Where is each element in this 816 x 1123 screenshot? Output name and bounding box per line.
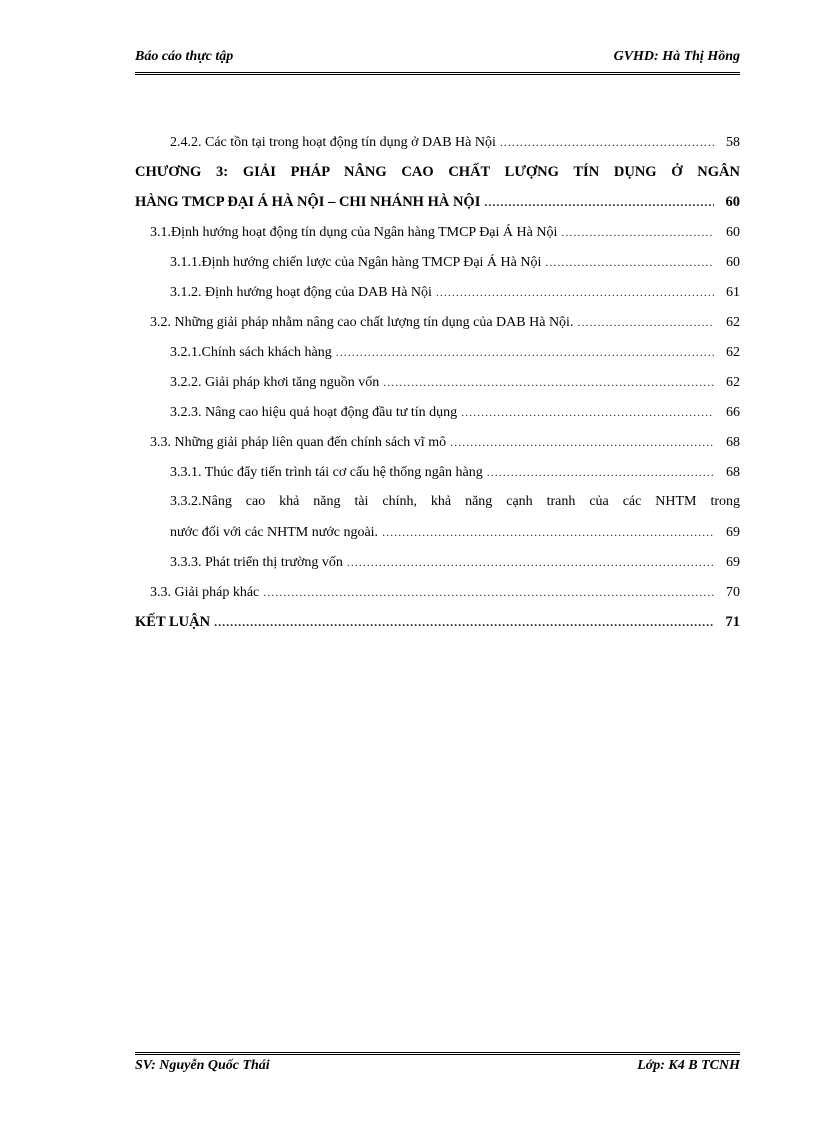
header-rule bbox=[135, 72, 740, 75]
dot-leader bbox=[347, 552, 714, 572]
toc-entry-text: 3.1.2. Định hướng hoạt động của DAB Hà Nội bbox=[170, 285, 432, 300]
dot-leader bbox=[436, 282, 714, 302]
dot-leader bbox=[561, 222, 714, 242]
toc-entry-text: 3.3.1. Thúc đẩy tiến trình tái cơ cấu hệ thống ngân hàng bbox=[170, 465, 483, 480]
toc-entry-2-4-2[interactable] bbox=[170, 132, 740, 152]
toc-entry-text: KẾT LUẬN bbox=[135, 614, 211, 630]
toc-entry-page: 69 bbox=[726, 525, 740, 540]
header-right: GVHD: Hà Thị Hồng bbox=[613, 49, 740, 64]
toc-entry-text: 3.2.2. Giải pháp khơi tăng nguồn vốn bbox=[170, 375, 380, 390]
toc-entry-page: 60 bbox=[726, 255, 740, 270]
dot-leader bbox=[545, 252, 714, 272]
dot-leader bbox=[382, 522, 714, 542]
toc-entry-3-3-3[interactable] bbox=[170, 552, 740, 572]
dot-leader bbox=[500, 132, 714, 152]
toc-entry-3-2[interactable] bbox=[150, 312, 740, 332]
toc-entry-page: 60 bbox=[725, 194, 740, 210]
dot-leader bbox=[450, 432, 714, 452]
toc-entry-page: 70 bbox=[726, 585, 740, 600]
toc-entry-text: HÀNG TMCP ĐẠI Á HÀ NỘI – CHI NHÁNH HÀ NỘI bbox=[135, 194, 481, 210]
footer-rule bbox=[135, 1052, 740, 1055]
header-left: Báo cáo thực tập bbox=[135, 49, 234, 64]
toc-entry-3-3-2-line2[interactable] bbox=[170, 522, 740, 542]
toc-entry-3-2-2[interactable] bbox=[170, 372, 740, 392]
toc-entry-text: 3.2.3. Nâng cao hiệu quả hoạt động đầu tư tín dụng bbox=[170, 405, 458, 420]
toc-entry-page: 69 bbox=[726, 555, 740, 570]
toc-entry-text: 2.4.2. Các tồn tại trong hoạt động tín dụng ở DAB Hà Nội bbox=[170, 135, 496, 150]
toc-entry-page: 68 bbox=[726, 435, 740, 450]
footer-left: SV: Nguyễn Quốc Thái bbox=[135, 1058, 270, 1073]
toc-entry-page: 60 bbox=[726, 225, 740, 240]
toc-entry-text: nước đối với các NHTM nước ngoài. bbox=[170, 525, 379, 540]
toc-entry-page: 61 bbox=[726, 285, 740, 300]
toc-entry-3-2-1[interactable] bbox=[170, 342, 740, 362]
dot-leader bbox=[214, 612, 714, 632]
dot-leader bbox=[487, 462, 714, 482]
toc-entry-3-3-macro[interactable] bbox=[150, 432, 740, 452]
toc-entry-text: 3.3. Những giải pháp liên quan đến chính sách vĩ mô bbox=[150, 435, 447, 450]
toc-entry-text: 3.1.1.Định hướng chiến lược của Ngân hàng TMCP Đại Á Hà Nội bbox=[170, 255, 542, 270]
toc-entry-page: 71 bbox=[725, 614, 740, 630]
dot-leader bbox=[577, 312, 714, 332]
toc-entry-3-1[interactable] bbox=[150, 222, 740, 242]
toc-entry-3-3-1[interactable] bbox=[170, 462, 740, 482]
toc-entry-text: 3.2.1.Chính sách khách hàng bbox=[170, 345, 332, 360]
toc-chapter-3-line1[interactable]: CHƯƠNG 3: GIẢI PHÁP NÂNG CAO CHẤT LƯỢNG TÍN DỤNG Ở NGÂN bbox=[135, 164, 740, 180]
toc-entry-text: 3.3. Giải pháp khác bbox=[150, 585, 260, 600]
toc-entry-page: 62 bbox=[726, 345, 740, 360]
dot-leader bbox=[336, 342, 714, 362]
toc-entry-page: 68 bbox=[726, 465, 740, 480]
toc-entry-page: 62 bbox=[726, 315, 740, 330]
toc-entry-page: 66 bbox=[726, 405, 740, 420]
toc-entry-3-1-2[interactable] bbox=[170, 282, 740, 302]
dot-leader bbox=[484, 192, 714, 212]
toc-chapter-3-line2[interactable] bbox=[135, 192, 740, 212]
dot-leader bbox=[263, 582, 714, 602]
toc-entry-page: 58 bbox=[726, 135, 740, 150]
toc-entry-3-2-3[interactable] bbox=[170, 402, 740, 422]
dot-leader bbox=[383, 372, 714, 392]
toc-entry-3-3-other[interactable] bbox=[150, 582, 740, 602]
toc-entry-3-3-2-line1[interactable]: 3.3.2.Nâng cao khả năng tài chính, khả năng cạnh tranh của các NHTM trong bbox=[170, 494, 740, 509]
toc-entry-text: 3.2. Những giải pháp nhằm nâng cao chất lượng tín dụng của DAB Hà Nội. bbox=[150, 315, 574, 330]
toc-entry-text: 3.1.Định hướng hoạt động tín dụng của Ngân hàng TMCP Đại Á Hà Nội bbox=[150, 225, 558, 240]
toc-entry-text: 3.3.3. Phát triển thị trường vốn bbox=[170, 555, 343, 570]
toc-entry-ket-luan[interactable] bbox=[135, 612, 740, 632]
dot-leader bbox=[461, 402, 714, 422]
toc-entry-page: 62 bbox=[726, 375, 740, 390]
toc-entry-3-1-1[interactable] bbox=[170, 252, 740, 272]
footer-right: Lớp: K4 B TCNH bbox=[637, 1058, 740, 1073]
